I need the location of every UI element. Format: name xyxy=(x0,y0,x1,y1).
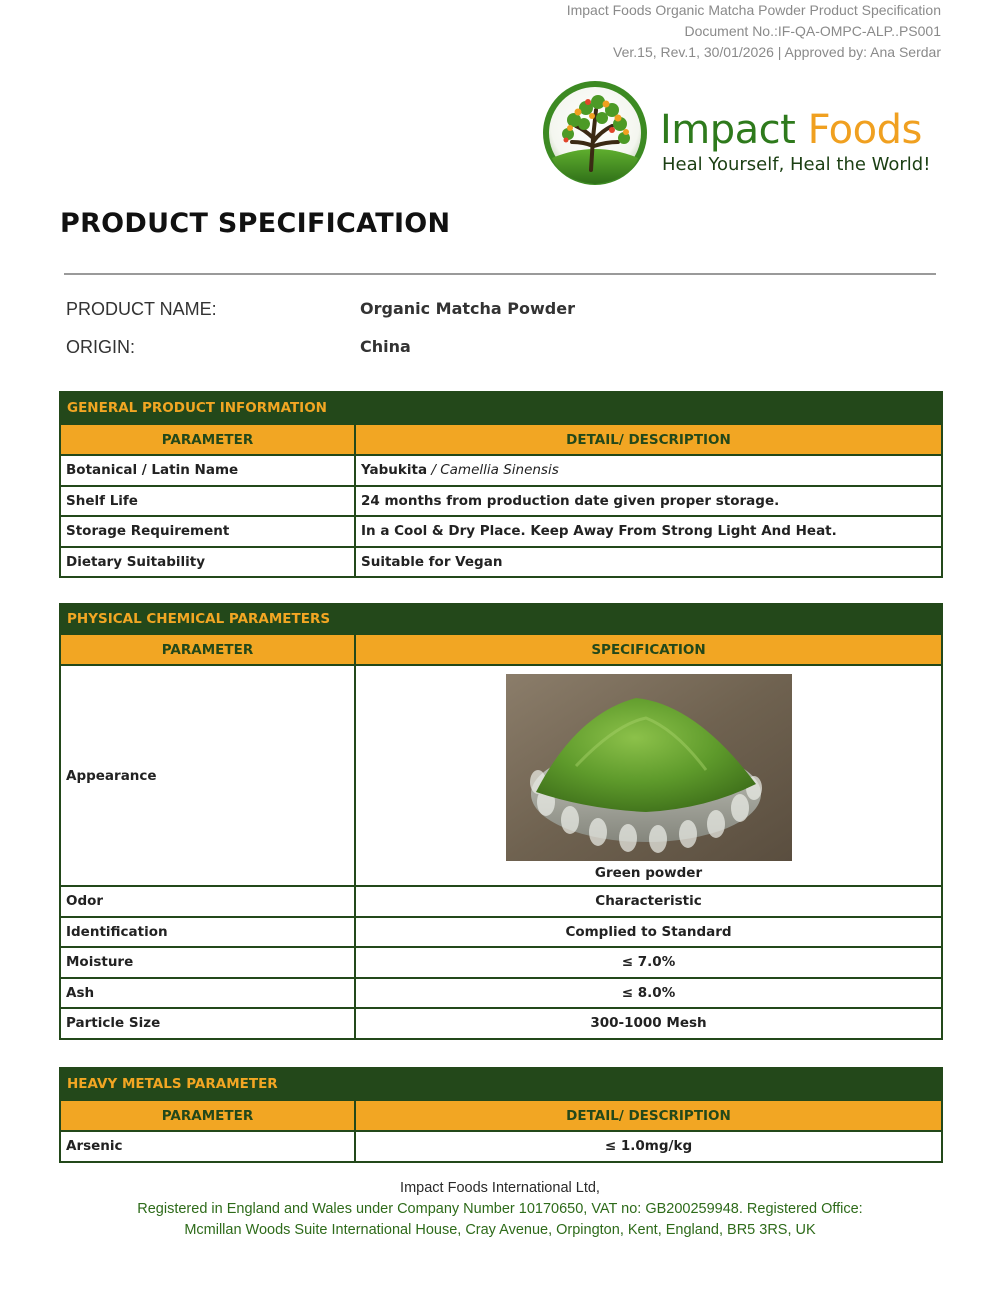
value-cell: ≤ 1.0mg/kg xyxy=(355,1131,942,1162)
value-cell: In a Cool & Dry Place. Keep Away From Strong Light And Heat. xyxy=(355,516,942,547)
doc-version-line: Ver.15, Rev.1, 30/01/2026 | Approved by: Ana Serdar xyxy=(613,44,941,60)
param-cell: Odor xyxy=(60,886,355,917)
table-row xyxy=(60,455,942,486)
table-row xyxy=(60,547,942,578)
table-row xyxy=(60,1008,942,1039)
value-italic-text: / Camellia Sinensis xyxy=(427,462,559,479)
brand-name xyxy=(660,106,922,154)
param-cell: Storage Requirement xyxy=(60,516,355,547)
brand-tagline: Heal Yourself, Heal the World! xyxy=(662,154,931,175)
physical-col-parameter: PARAMETER xyxy=(60,634,355,665)
appearance-cell xyxy=(355,665,942,886)
table-row xyxy=(60,978,942,1009)
table-row xyxy=(60,516,942,547)
param-cell: Botanical / Latin Name xyxy=(60,455,355,486)
doc-title-line: Impact Foods Organic Matcha Powder Product Specification xyxy=(566,2,941,18)
matcha-powder-photo xyxy=(506,674,792,861)
origin-row xyxy=(66,337,766,361)
param-cell: Appearance xyxy=(60,665,355,886)
value-cell: Suitable for Vegan xyxy=(355,547,942,578)
value-cell: ≤ 7.0% xyxy=(355,947,942,978)
heavy-metals-col-parameter: PARAMETER xyxy=(60,1100,355,1131)
param-cell: Identification xyxy=(60,917,355,948)
physical-chemical-table xyxy=(59,603,943,1040)
physical-section-title: PHYSICAL CHEMICAL PARAMETERS xyxy=(60,604,942,634)
physical-col-specification: SPECIFICATION xyxy=(355,634,942,665)
brand-name-part1: Impact xyxy=(660,107,796,153)
table-row xyxy=(60,947,942,978)
appearance-caption: Green powder xyxy=(594,865,703,881)
product-name-row xyxy=(66,299,766,323)
value-cell xyxy=(355,455,942,486)
footer-registration: Registered in England and Wales under Company Number 10170650, VAT no: GB200259948. Registered Office: xyxy=(137,1201,863,1217)
value-cell: 24 months from production date given proper storage. xyxy=(355,486,942,517)
appearance-row xyxy=(60,665,942,886)
company-logo xyxy=(540,80,940,195)
brand-name-part2: Foods xyxy=(807,107,922,153)
param-cell: Ash xyxy=(60,978,355,1009)
value-cell: Complied to Standard xyxy=(355,917,942,948)
table-row xyxy=(60,886,942,917)
document-metadata xyxy=(567,0,941,63)
general-section-title: GENERAL PRODUCT INFORMATION xyxy=(60,392,942,424)
company-footer xyxy=(0,1178,1000,1241)
param-cell: Arsenic xyxy=(60,1131,355,1162)
value-text: Yabukita xyxy=(361,462,428,479)
footer-address: Mcmillan Woods Suite International House, Cray Avenue, Orpington, Kent, England, BR5 3RS, UK xyxy=(184,1222,816,1238)
value-cell: 300-1000 Mesh xyxy=(355,1008,942,1039)
origin-value: China xyxy=(360,337,411,356)
general-col-parameter: PARAMETER xyxy=(60,424,355,455)
param-cell: Dietary Suitability xyxy=(60,547,355,578)
doc-number-line: Document No.:IF-QA-OMPC-ALP..PS001 xyxy=(684,23,941,39)
param-cell: Particle Size xyxy=(60,1008,355,1039)
table-row xyxy=(60,1131,942,1162)
heavy-metals-section-title: HEAVY METALS PARAMETER xyxy=(60,1068,942,1100)
table-row xyxy=(60,486,942,517)
origin-label: ORIGIN: xyxy=(66,337,136,357)
product-name-value: Organic Matcha Powder xyxy=(360,299,575,318)
title-divider xyxy=(64,273,936,275)
param-cell: Moisture xyxy=(60,947,355,978)
heavy-metals-table xyxy=(59,1067,943,1163)
tree-emblem-icon xyxy=(540,80,650,192)
param-cell: Shelf Life xyxy=(60,486,355,517)
value-cell: ≤ 8.0% xyxy=(355,978,942,1009)
page-title: PRODUCT SPECIFICATION xyxy=(60,208,451,239)
general-col-description: DETAIL/ DESCRIPTION xyxy=(355,424,942,455)
table-row xyxy=(60,917,942,948)
value-cell: Characteristic xyxy=(355,886,942,917)
product-name-label: PRODUCT NAME: xyxy=(66,299,217,319)
general-info-table xyxy=(59,391,943,578)
footer-company-name: Impact Foods International Ltd, xyxy=(400,1180,600,1196)
heavy-metals-col-description: DETAIL/ DESCRIPTION xyxy=(355,1100,942,1131)
